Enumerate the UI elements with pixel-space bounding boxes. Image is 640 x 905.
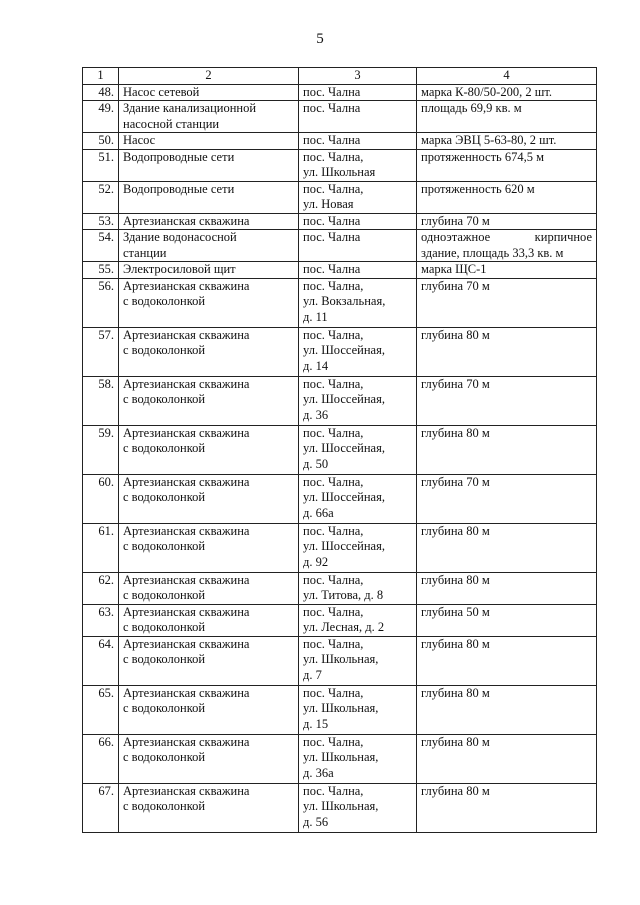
address-cell (299, 474, 417, 523)
table-row (83, 523, 597, 572)
object-name-cell-line: насосной станции (123, 116, 220, 131)
table-body (83, 84, 597, 832)
object-name-cell-line: с водоколонкой (123, 701, 206, 715)
specification-cell (417, 474, 597, 523)
table-row (83, 425, 597, 474)
specification-cell (417, 278, 597, 327)
table-row (83, 230, 597, 262)
address-cell-line: д. 15 (303, 716, 329, 731)
table-row (83, 376, 597, 425)
specification-cell (417, 84, 597, 101)
address-cell (299, 181, 417, 213)
address-cell-line: д. 56 (303, 814, 329, 829)
row-number: 53. (83, 213, 119, 230)
address-cell-line: пос. Чална, (303, 149, 364, 164)
object-name-cell-line: Артезианская скважина (123, 425, 250, 440)
address-cell (299, 425, 417, 474)
table-row (83, 783, 597, 832)
specification-cell-line: глубина 70 м (421, 213, 490, 228)
object-name-cell-line: с водоколонкой (123, 343, 206, 357)
table-row (83, 149, 597, 181)
address-cell (299, 636, 417, 685)
object-name-cell (119, 230, 299, 262)
table-row (83, 572, 597, 604)
specification-cell-line: глубина 70 м (421, 376, 490, 391)
address-cell-line: ул. Школьная, (303, 799, 379, 813)
address-cell-line: ул. Титова, д. 8 (303, 588, 384, 602)
address-cell-line: пос. Чална, (303, 734, 364, 749)
row-number: 49. (83, 101, 119, 133)
specification-cell-line: глубина 50 м (421, 604, 490, 619)
specification-cell (417, 685, 597, 734)
address-cell-line: ул. Шоссейная, (303, 441, 385, 455)
address-cell-line: пос. Чална (303, 133, 361, 147)
specification-cell-line: марка К-80/50-200, 2 шт. (421, 84, 552, 99)
object-name-cell (119, 376, 299, 425)
object-name-cell (119, 685, 299, 734)
address-cell-line: ул. Лесная, д. 2 (303, 620, 385, 634)
specification-cell-line: глубина 80 м (421, 636, 490, 651)
object-name-cell-line: Артезианская скважина (123, 783, 250, 798)
table-row (83, 213, 597, 230)
address-cell-line: пос. Чална (303, 213, 361, 228)
specification-cell (417, 181, 597, 213)
address-cell (299, 149, 417, 181)
property-registry-table (82, 67, 597, 833)
specification-cell-line: глубина 80 м (421, 327, 490, 342)
table-row (83, 133, 597, 150)
address-cell-line: д. 7 (303, 667, 322, 682)
object-name-cell-line: Артезианская скважина (123, 278, 250, 293)
address-cell-line: пос. Чална, (303, 181, 364, 196)
address-cell (299, 84, 417, 101)
specification-cell-line: глубина 70 м (421, 474, 490, 489)
row-number: 66. (83, 734, 119, 783)
row-number: 50. (83, 133, 119, 150)
specification-cell-line: марка ЩС-1 (421, 262, 487, 276)
object-name-cell-line: с водоколонкой (123, 392, 206, 406)
row-number: 58. (83, 376, 119, 425)
row-number: 57. (83, 327, 119, 376)
object-name-cell-line: Водопроводные сети (123, 181, 235, 196)
object-name-cell-line: с водоколонкой (123, 799, 206, 813)
object-name-cell-line: Артезианская скважина (123, 636, 250, 651)
page-number: 5 (316, 31, 324, 47)
address-cell (299, 230, 417, 262)
object-name-cell-line: Артезианская скважина (123, 474, 250, 489)
column-header-spec: 4 (417, 68, 597, 85)
address-cell-line: ул. Школьная, (303, 701, 379, 715)
object-name-cell-line: Насос (123, 133, 156, 147)
address-cell-line: пос. Чална, (303, 685, 364, 700)
specification-cell (417, 327, 597, 376)
specification-cell-line: глубина 80 м (421, 685, 490, 700)
table-header-row (83, 68, 597, 85)
object-name-cell-line: с водоколонкой (123, 539, 206, 553)
table-row (83, 636, 597, 685)
address-cell-line: д. 14 (303, 358, 329, 373)
address-cell-line: д. 36 (303, 407, 329, 422)
address-cell-line: пос. Чална, (303, 425, 364, 440)
address-cell (299, 133, 417, 150)
object-name-cell (119, 149, 299, 181)
column-header-name: 2 (119, 68, 299, 85)
address-cell-line: пос. Чална, (303, 278, 364, 293)
address-cell-line: д. 50 (303, 456, 329, 471)
column-header-number: 1 (83, 68, 119, 85)
address-cell-line: пос. Чална, (303, 604, 364, 619)
specification-cell (417, 523, 597, 572)
object-name-cell (119, 181, 299, 213)
specification-cell (417, 376, 597, 425)
address-cell (299, 734, 417, 783)
object-name-cell (119, 572, 299, 604)
table-row (83, 327, 597, 376)
row-number: 55. (83, 262, 119, 279)
object-name-cell-line: Водопроводные сети (123, 149, 235, 164)
specification-cell (417, 572, 597, 604)
object-name-cell (119, 213, 299, 230)
address-cell-line: д. 11 (303, 309, 328, 324)
column-header-address: 3 (299, 68, 417, 85)
specification-cell (417, 262, 597, 279)
address-cell-line: пос. Чална (303, 262, 361, 276)
address-cell-line: пос. Чална (303, 84, 361, 99)
row-number: 52. (83, 181, 119, 213)
address-cell-line: пос. Чална, (303, 783, 364, 798)
specification-cell (417, 101, 597, 133)
address-cell-line: пос. Чална, (303, 376, 364, 391)
address-cell-line: пос. Чална (303, 230, 361, 244)
object-name-cell-line: Здание водонасосной (123, 230, 237, 244)
address-cell (299, 278, 417, 327)
address-cell (299, 604, 417, 636)
table-row (83, 84, 597, 101)
row-number: 65. (83, 685, 119, 734)
row-number: 62. (83, 572, 119, 604)
row-number: 56. (83, 278, 119, 327)
row-number: 67. (83, 783, 119, 832)
row-number: 63. (83, 604, 119, 636)
specification-cell (417, 636, 597, 685)
address-cell (299, 572, 417, 604)
object-name-cell-line: Артезианская скважина (123, 213, 250, 228)
specification-cell-line: протяженность 674,5 м (421, 149, 545, 164)
specification-cell-line: марка ЭВЦ 5-63-80, 2 шт. (421, 133, 557, 147)
object-name-cell (119, 474, 299, 523)
address-cell-line: пос. Чална, (303, 523, 364, 538)
address-cell (299, 523, 417, 572)
address-cell-line: д. 36а (303, 765, 334, 780)
object-name-cell-line: станции (123, 245, 167, 260)
address-cell-line: ул. Вокзальная, (303, 294, 386, 308)
table-row (83, 734, 597, 783)
object-name-cell (119, 734, 299, 783)
object-name-cell (119, 84, 299, 101)
row-number: 64. (83, 636, 119, 685)
address-cell-line: д. 66а (303, 505, 334, 520)
object-name-cell-line: Артезианская скважина (123, 376, 250, 391)
row-number: 51. (83, 149, 119, 181)
specification-cell-line: протяженность 620 м (421, 181, 535, 196)
object-name-cell (119, 636, 299, 685)
address-cell-line: пос. Чална, (303, 636, 364, 651)
address-cell (299, 327, 417, 376)
address-cell-line: пос. Чална (303, 101, 361, 115)
address-cell-line: пос. Чална, (303, 327, 364, 342)
address-cell-line: ул. Школьная (303, 165, 376, 179)
specification-cell-line: площадь 69,9 кв. м (421, 101, 522, 115)
object-name-cell-line: с водоколонкой (123, 490, 206, 504)
specification-cell-line: глубина 80 м (421, 425, 490, 440)
specification-cell (417, 149, 597, 181)
table-row (83, 604, 597, 636)
object-name-cell-line: Артезианская скважина (123, 572, 250, 587)
address-cell-line: ул. Шоссейная, (303, 490, 385, 504)
object-name-cell (119, 262, 299, 279)
address-cell (299, 783, 417, 832)
object-name-cell-line: Насос сетевой (123, 84, 200, 99)
table-row (83, 262, 597, 279)
address-cell-line: ул. Школьная, (303, 652, 379, 666)
address-cell-line: ул. Новая (303, 197, 354, 211)
address-cell-line: пос. Чална, (303, 474, 364, 489)
table-row (83, 278, 597, 327)
specification-cell (417, 133, 597, 150)
object-name-cell (119, 425, 299, 474)
specification-cell (417, 734, 597, 783)
address-cell-line: пос. Чална, (303, 572, 364, 587)
object-name-cell (119, 523, 299, 572)
address-cell-line: ул. Школьная, (303, 750, 379, 764)
address-cell (299, 685, 417, 734)
row-number: 59. (83, 425, 119, 474)
table-row (83, 101, 597, 133)
specification-cell (417, 213, 597, 230)
specification-cell (417, 604, 597, 636)
object-name-cell (119, 278, 299, 327)
row-number: 60. (83, 474, 119, 523)
object-name-cell-line: Артезианская скважина (123, 685, 250, 700)
address-cell (299, 376, 417, 425)
address-cell-line: д. 92 (303, 554, 329, 569)
specification-cell-line: глубина 70 м (421, 278, 490, 293)
row-number: 54. (83, 230, 119, 262)
table-row (83, 685, 597, 734)
object-name-cell-line: Артезианская скважина (123, 327, 250, 342)
address-cell (299, 262, 417, 279)
specification-cell-line: глубина 80 м (421, 572, 490, 587)
object-name-cell-line: Артезианская скважина (123, 523, 250, 538)
specification-cell-line: одноэтажное кирпичное (421, 230, 592, 244)
object-name-cell-line: с водоколонкой (123, 294, 206, 308)
row-number: 48. (83, 84, 119, 101)
specification-cell (417, 783, 597, 832)
object-name-cell-line: Электросиловой щит (123, 262, 236, 276)
object-name-cell-line: с водоколонкой (123, 441, 206, 455)
object-name-cell-line: Здание канализационной (123, 101, 257, 115)
table-row (83, 474, 597, 523)
specification-cell-line: глубина 80 м (421, 783, 490, 798)
object-name-cell (119, 604, 299, 636)
object-name-cell-line: с водоколонкой (123, 620, 206, 634)
object-name-cell-line: с водоколонкой (123, 652, 206, 666)
specification-cell-line: глубина 80 м (421, 734, 490, 749)
specification-cell (417, 230, 597, 262)
object-name-cell (119, 133, 299, 150)
object-name-cell-line: с водоколонкой (123, 588, 206, 602)
object-name-cell-line: Артезианская скважина (123, 734, 250, 749)
object-name-cell-line: с водоколонкой (123, 750, 206, 764)
table-row (83, 181, 597, 213)
specification-cell-line: глубина 80 м (421, 523, 490, 538)
row-number: 61. (83, 523, 119, 572)
address-cell-line: ул. Шоссейная, (303, 343, 385, 357)
address-cell (299, 213, 417, 230)
object-name-cell-line: Артезианская скважина (123, 604, 250, 619)
specification-cell-line: здание, площадь 33,3 кв. м (421, 245, 564, 260)
object-name-cell (119, 327, 299, 376)
address-cell-line: ул. Шоссейная, (303, 539, 385, 553)
address-cell (299, 101, 417, 133)
object-name-cell (119, 783, 299, 832)
address-cell-line: ул. Шоссейная, (303, 392, 385, 406)
object-name-cell (119, 101, 299, 133)
specification-cell (417, 425, 597, 474)
